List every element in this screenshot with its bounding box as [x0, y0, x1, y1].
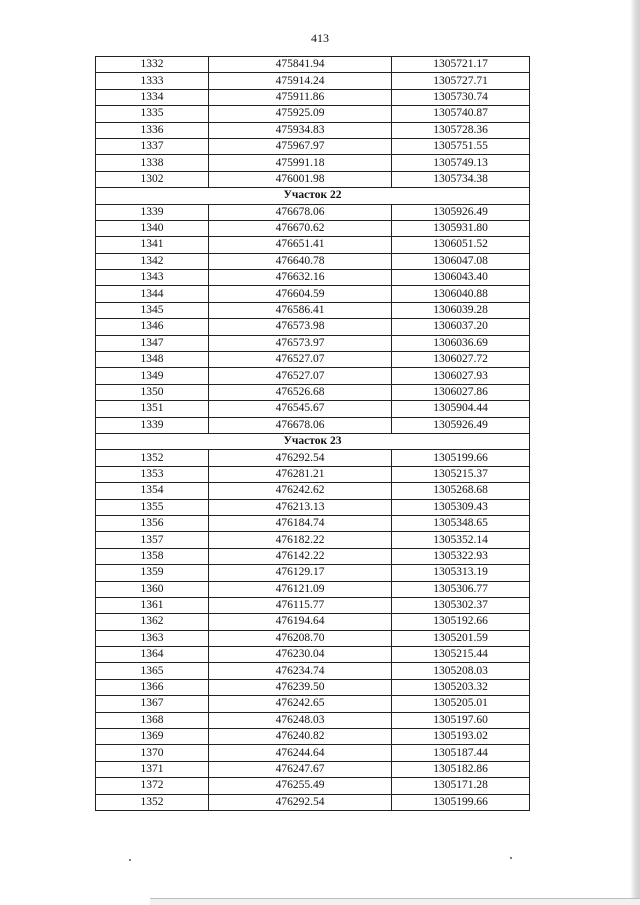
x-coordinate-cell: 476670.62 [209, 220, 392, 236]
x-coordinate-cell: 476234.74 [209, 663, 392, 679]
x-coordinate-cell: 476527.07 [209, 352, 392, 368]
y-coordinate-cell: 1305727.71 [392, 73, 530, 89]
y-coordinate-cell: 1305187.44 [392, 745, 530, 761]
y-coordinate-cell: 1305322.93 [392, 548, 530, 564]
page-number: 413 [311, 31, 329, 45]
table-row [96, 483, 530, 499]
y-coordinate-cell: 1305215.37 [392, 466, 530, 482]
point-number-cell: 1338 [96, 155, 209, 171]
x-coordinate-cell: 476194.64 [209, 614, 392, 630]
y-coordinate-cell: 1305721.17 [392, 57, 530, 73]
scan-speck [510, 857, 512, 859]
table-row [96, 630, 530, 646]
x-coordinate-cell: 476247.67 [209, 761, 392, 777]
table-row [96, 745, 530, 761]
y-coordinate-cell: 1305352.14 [392, 532, 530, 548]
y-coordinate-cell: 1305215.44 [392, 647, 530, 663]
point-number-cell: 1362 [96, 614, 209, 630]
point-number-cell: 1354 [96, 483, 209, 499]
point-number-cell: 1356 [96, 515, 209, 531]
table-row [96, 565, 530, 581]
table-row [96, 696, 530, 712]
point-number-cell: 1340 [96, 220, 209, 236]
point-number-cell: 1347 [96, 335, 209, 351]
point-number-cell: 1360 [96, 581, 209, 597]
x-coordinate-cell: 476527.07 [209, 368, 392, 384]
table-row [96, 401, 530, 417]
x-coordinate-cell: 475991.18 [209, 155, 392, 171]
table-row [96, 614, 530, 630]
table-row [96, 647, 530, 663]
y-coordinate-cell: 1306047.08 [392, 253, 530, 269]
x-coordinate-cell: 476240.82 [209, 729, 392, 745]
y-coordinate-cell: 1306027.86 [392, 384, 530, 400]
y-coordinate-cell: 1306027.72 [392, 352, 530, 368]
table-row [96, 122, 530, 138]
table-row [96, 73, 530, 89]
x-coordinate-cell: 475914.24 [209, 73, 392, 89]
table-row [96, 778, 530, 794]
table-row [96, 794, 530, 810]
point-number-cell: 1364 [96, 647, 209, 663]
table-row [96, 302, 530, 318]
point-number-cell: 1371 [96, 761, 209, 777]
point-number-cell: 1359 [96, 565, 209, 581]
x-coordinate-cell: 476239.50 [209, 679, 392, 695]
point-number-cell: 1355 [96, 499, 209, 515]
coordinates-table [95, 56, 530, 811]
point-number-cell: 1367 [96, 696, 209, 712]
point-number-cell: 1370 [96, 745, 209, 761]
section-header-row [96, 433, 530, 449]
x-coordinate-cell: 476142.22 [209, 548, 392, 564]
x-coordinate-cell: 476208.70 [209, 630, 392, 646]
point-number-cell: 1343 [96, 270, 209, 286]
point-number-cell: 1348 [96, 352, 209, 368]
y-coordinate-cell: 1306037.20 [392, 319, 530, 335]
point-number-cell: 1302 [96, 171, 209, 187]
point-number-cell: 1333 [96, 73, 209, 89]
point-number-cell: 1336 [96, 122, 209, 138]
x-coordinate-cell: 476184.74 [209, 515, 392, 531]
y-coordinate-cell: 1305306.77 [392, 581, 530, 597]
y-coordinate-cell: 1305192.66 [392, 614, 530, 630]
table-row [96, 761, 530, 777]
point-number-cell: 1344 [96, 286, 209, 302]
x-coordinate-cell: 476129.17 [209, 565, 392, 581]
x-coordinate-cell: 475967.97 [209, 138, 392, 154]
table-row [96, 450, 530, 466]
y-coordinate-cell: 1305728.36 [392, 122, 530, 138]
x-coordinate-cell: 476248.03 [209, 712, 392, 728]
point-number-cell: 1352 [96, 450, 209, 466]
x-coordinate-cell: 476632.16 [209, 270, 392, 286]
y-coordinate-cell: 1305313.19 [392, 565, 530, 581]
point-number-cell: 1363 [96, 630, 209, 646]
y-coordinate-cell: 1305197.60 [392, 712, 530, 728]
x-coordinate-cell: 476281.21 [209, 466, 392, 482]
x-coordinate-cell: 476115.77 [209, 597, 392, 613]
section-title: Участок 23 [96, 433, 530, 449]
y-coordinate-cell: 1305348.65 [392, 515, 530, 531]
point-number-cell: 1352 [96, 794, 209, 810]
y-coordinate-cell: 1306051.52 [392, 237, 530, 253]
point-number-cell: 1335 [96, 106, 209, 122]
point-number-cell: 1346 [96, 319, 209, 335]
y-coordinate-cell: 1305171.28 [392, 778, 530, 794]
y-coordinate-cell: 1305931.80 [392, 220, 530, 236]
point-number-cell: 1372 [96, 778, 209, 794]
y-coordinate-cell: 1305205.01 [392, 696, 530, 712]
x-coordinate-cell: 476242.62 [209, 483, 392, 499]
x-coordinate-cell: 475841.94 [209, 57, 392, 73]
y-coordinate-cell: 1305268.68 [392, 483, 530, 499]
table-row [96, 679, 530, 695]
x-coordinate-cell: 476292.54 [209, 794, 392, 810]
y-coordinate-cell: 1306039.28 [392, 302, 530, 318]
scan-edge-bottom [150, 898, 640, 905]
y-coordinate-cell: 1305751.55 [392, 138, 530, 154]
point-number-cell: 1365 [96, 663, 209, 679]
point-number-cell: 1339 [96, 204, 209, 220]
point-number-cell: 1345 [96, 302, 209, 318]
table-row [96, 286, 530, 302]
x-coordinate-cell: 476678.06 [209, 417, 392, 433]
table-row [96, 663, 530, 679]
scan-speck [129, 859, 131, 861]
y-coordinate-cell: 1305193.02 [392, 729, 530, 745]
y-coordinate-cell: 1306043.40 [392, 270, 530, 286]
table-row [96, 138, 530, 154]
y-coordinate-cell: 1306036.69 [392, 335, 530, 351]
table-row [96, 532, 530, 548]
y-coordinate-cell: 1305734.38 [392, 171, 530, 187]
table-row [96, 729, 530, 745]
point-number-cell: 1349 [96, 368, 209, 384]
table-row [96, 237, 530, 253]
y-coordinate-cell: 1306040.88 [392, 286, 530, 302]
table-row [96, 89, 530, 105]
table-row [96, 515, 530, 531]
x-coordinate-cell: 476678.06 [209, 204, 392, 220]
table-row [96, 466, 530, 482]
x-coordinate-cell: 476121.09 [209, 581, 392, 597]
section-header-row [96, 188, 530, 204]
x-coordinate-cell: 476573.97 [209, 335, 392, 351]
y-coordinate-cell: 1305182.86 [392, 761, 530, 777]
table-row [96, 368, 530, 384]
point-number-cell: 1366 [96, 679, 209, 695]
table-row [96, 155, 530, 171]
y-coordinate-cell: 1305740.87 [392, 106, 530, 122]
y-coordinate-cell: 1305904.44 [392, 401, 530, 417]
y-coordinate-cell: 1305309.43 [392, 499, 530, 515]
y-coordinate-cell: 1305926.49 [392, 204, 530, 220]
x-coordinate-cell: 476545.67 [209, 401, 392, 417]
x-coordinate-cell: 475925.09 [209, 106, 392, 122]
x-coordinate-cell: 476001.98 [209, 171, 392, 187]
table-row [96, 335, 530, 351]
table-row [96, 712, 530, 728]
table-row [96, 597, 530, 613]
point-number-cell: 1368 [96, 712, 209, 728]
point-number-cell: 1357 [96, 532, 209, 548]
y-coordinate-cell: 1306027.93 [392, 368, 530, 384]
x-coordinate-cell: 476604.59 [209, 286, 392, 302]
y-coordinate-cell: 1305926.49 [392, 417, 530, 433]
y-coordinate-cell: 1305730.74 [392, 89, 530, 105]
table-row [96, 384, 530, 400]
x-coordinate-cell: 476213.13 [209, 499, 392, 515]
x-coordinate-cell: 476242.65 [209, 696, 392, 712]
point-number-cell: 1369 [96, 729, 209, 745]
y-coordinate-cell: 1305199.66 [392, 450, 530, 466]
point-number-cell: 1350 [96, 384, 209, 400]
x-coordinate-cell: 476651.41 [209, 237, 392, 253]
x-coordinate-cell: 476292.54 [209, 450, 392, 466]
table-row [96, 319, 530, 335]
y-coordinate-cell: 1305201.59 [392, 630, 530, 646]
point-number-cell: 1337 [96, 138, 209, 154]
coordinates-table-body [96, 57, 530, 811]
table-row [96, 581, 530, 597]
table-row [96, 352, 530, 368]
point-number-cell: 1339 [96, 417, 209, 433]
point-number-cell: 1353 [96, 466, 209, 482]
y-coordinate-cell: 1305208.03 [392, 663, 530, 679]
y-coordinate-cell: 1305302.37 [392, 597, 530, 613]
y-coordinate-cell: 1305199.66 [392, 794, 530, 810]
point-number-cell: 1332 [96, 57, 209, 73]
table-row [96, 204, 530, 220]
table-row [96, 417, 530, 433]
point-number-cell: 1342 [96, 253, 209, 269]
table-row [96, 499, 530, 515]
table-row [96, 220, 530, 236]
point-number-cell: 1334 [96, 89, 209, 105]
y-coordinate-cell: 1305749.13 [392, 155, 530, 171]
section-title: Участок 22 [96, 188, 530, 204]
point-number-cell: 1361 [96, 597, 209, 613]
x-coordinate-cell: 476230.04 [209, 647, 392, 663]
table-row [96, 548, 530, 564]
table-row [96, 270, 530, 286]
x-coordinate-cell: 476640.78 [209, 253, 392, 269]
x-coordinate-cell: 476573.98 [209, 319, 392, 335]
point-number-cell: 1358 [96, 548, 209, 564]
x-coordinate-cell: 475911.86 [209, 89, 392, 105]
table-row [96, 253, 530, 269]
y-coordinate-cell: 1305203.32 [392, 679, 530, 695]
point-number-cell: 1351 [96, 401, 209, 417]
point-number-cell: 1341 [96, 237, 209, 253]
x-coordinate-cell: 476182.22 [209, 532, 392, 548]
table-row [96, 106, 530, 122]
table-row [96, 171, 530, 187]
x-coordinate-cell: 476526.68 [209, 384, 392, 400]
x-coordinate-cell: 476244.64 [209, 745, 392, 761]
x-coordinate-cell: 476586.41 [209, 302, 392, 318]
x-coordinate-cell: 475934.83 [209, 122, 392, 138]
scan-edge-right [630, 0, 640, 905]
table-row [96, 57, 530, 73]
x-coordinate-cell: 476255.49 [209, 778, 392, 794]
